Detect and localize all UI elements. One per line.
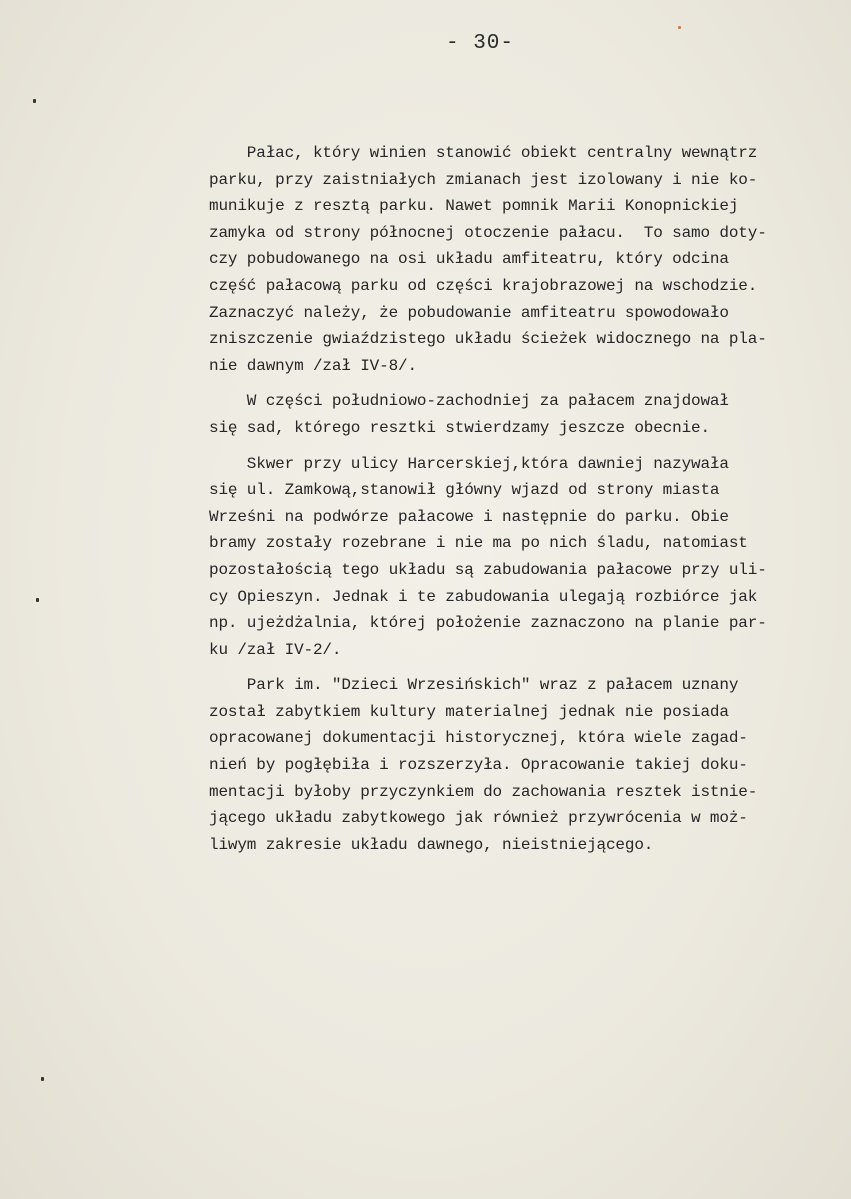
text-line: np. ujeżdżalnia, której położenie zaznaczono na planie par- bbox=[209, 614, 767, 633]
punch-mark-1 bbox=[33, 99, 36, 103]
text-line: opracowanej dokumentacji historycznej, która wiele zagad- bbox=[209, 729, 748, 748]
text-line: parku, przy zaistniałych zmianach jest izolowany i nie ko- bbox=[209, 170, 758, 189]
text-line: Park im. "Dzieci Wrzesińskich" wraz z pałacem uznany bbox=[209, 676, 739, 695]
text-line: nień by pogłębiła i rozszerzyła. Opracowanie takiej doku- bbox=[209, 756, 748, 775]
text-line: ku /zał IV-2/. bbox=[209, 640, 342, 659]
paragraph-3 bbox=[209, 451, 839, 664]
text-line: Pałac, który winien stanowić obiekt centralny wewnątrz bbox=[209, 144, 758, 162]
text-line: cy Opieszyn. Jednak i te zabudowania ulegają rozbiórce jak bbox=[209, 587, 758, 606]
text-line: się sad, którego resztki stwierdzamy jeszcze obecnie. bbox=[209, 418, 710, 437]
text-line: bramy zostały rozebrane i nie ma po nich śladu, natomiast bbox=[209, 534, 748, 553]
punch-mark-3 bbox=[41, 1077, 44, 1081]
text-line: część pałacową parku od części krajobrazowej na wschodzie. bbox=[209, 276, 758, 295]
text-line: pozostałością tego układu są zabudowania pałacowe przy uli- bbox=[209, 560, 767, 579]
paragraph-4 bbox=[209, 672, 839, 858]
text-line: Wrześni na podwórze pałacowe i następnie do parku. Obie bbox=[209, 507, 729, 526]
punch-mark-2 bbox=[36, 598, 39, 602]
paragraph-2 bbox=[209, 388, 839, 441]
text-line: Skwer przy ulicy Harcerskiej,która dawniej nazywała bbox=[209, 454, 729, 473]
ink-speck bbox=[678, 26, 681, 29]
text-line: jącego układu zabytkowego jak również przywrócenia w moż- bbox=[209, 809, 748, 828]
text-line: zniszczenie gwiaździstego układu ścieżek widocznego na pla- bbox=[209, 330, 767, 349]
text-line: liwym zakresie układu dawnego, nieistniejącego. bbox=[209, 835, 654, 854]
text-line: zamyka od strony północnej otoczenie pałacu. To samo doty- bbox=[209, 223, 767, 242]
text-line: został zabytkiem kultury materialnej jednak nie posiada bbox=[209, 702, 729, 721]
body-text bbox=[209, 140, 839, 858]
text-line: nie dawnym /zał IV-8/. bbox=[209, 356, 417, 375]
text-line: czy pobudowanego na osi układu amfiteatru, który odcina bbox=[209, 250, 729, 269]
page-number: - 30- bbox=[446, 32, 515, 55]
paragraph-1 bbox=[209, 140, 839, 379]
text-line: munikuje z resztą parku. Nawet pomnik Marii Konopnickiej bbox=[209, 197, 739, 216]
text-line: Zaznaczyć należy, że pobudowanie amfiteatru spowodowało bbox=[209, 303, 729, 322]
text-line: W części południowo-zachodniej za pałacem znajdował bbox=[209, 392, 729, 411]
text-line: mentacji byłoby przyczynkiem do zachowania resztek istnie- bbox=[209, 782, 758, 801]
text-line: się ul. Zamkową,stanowił główny wjazd od strony miasta bbox=[209, 481, 720, 500]
